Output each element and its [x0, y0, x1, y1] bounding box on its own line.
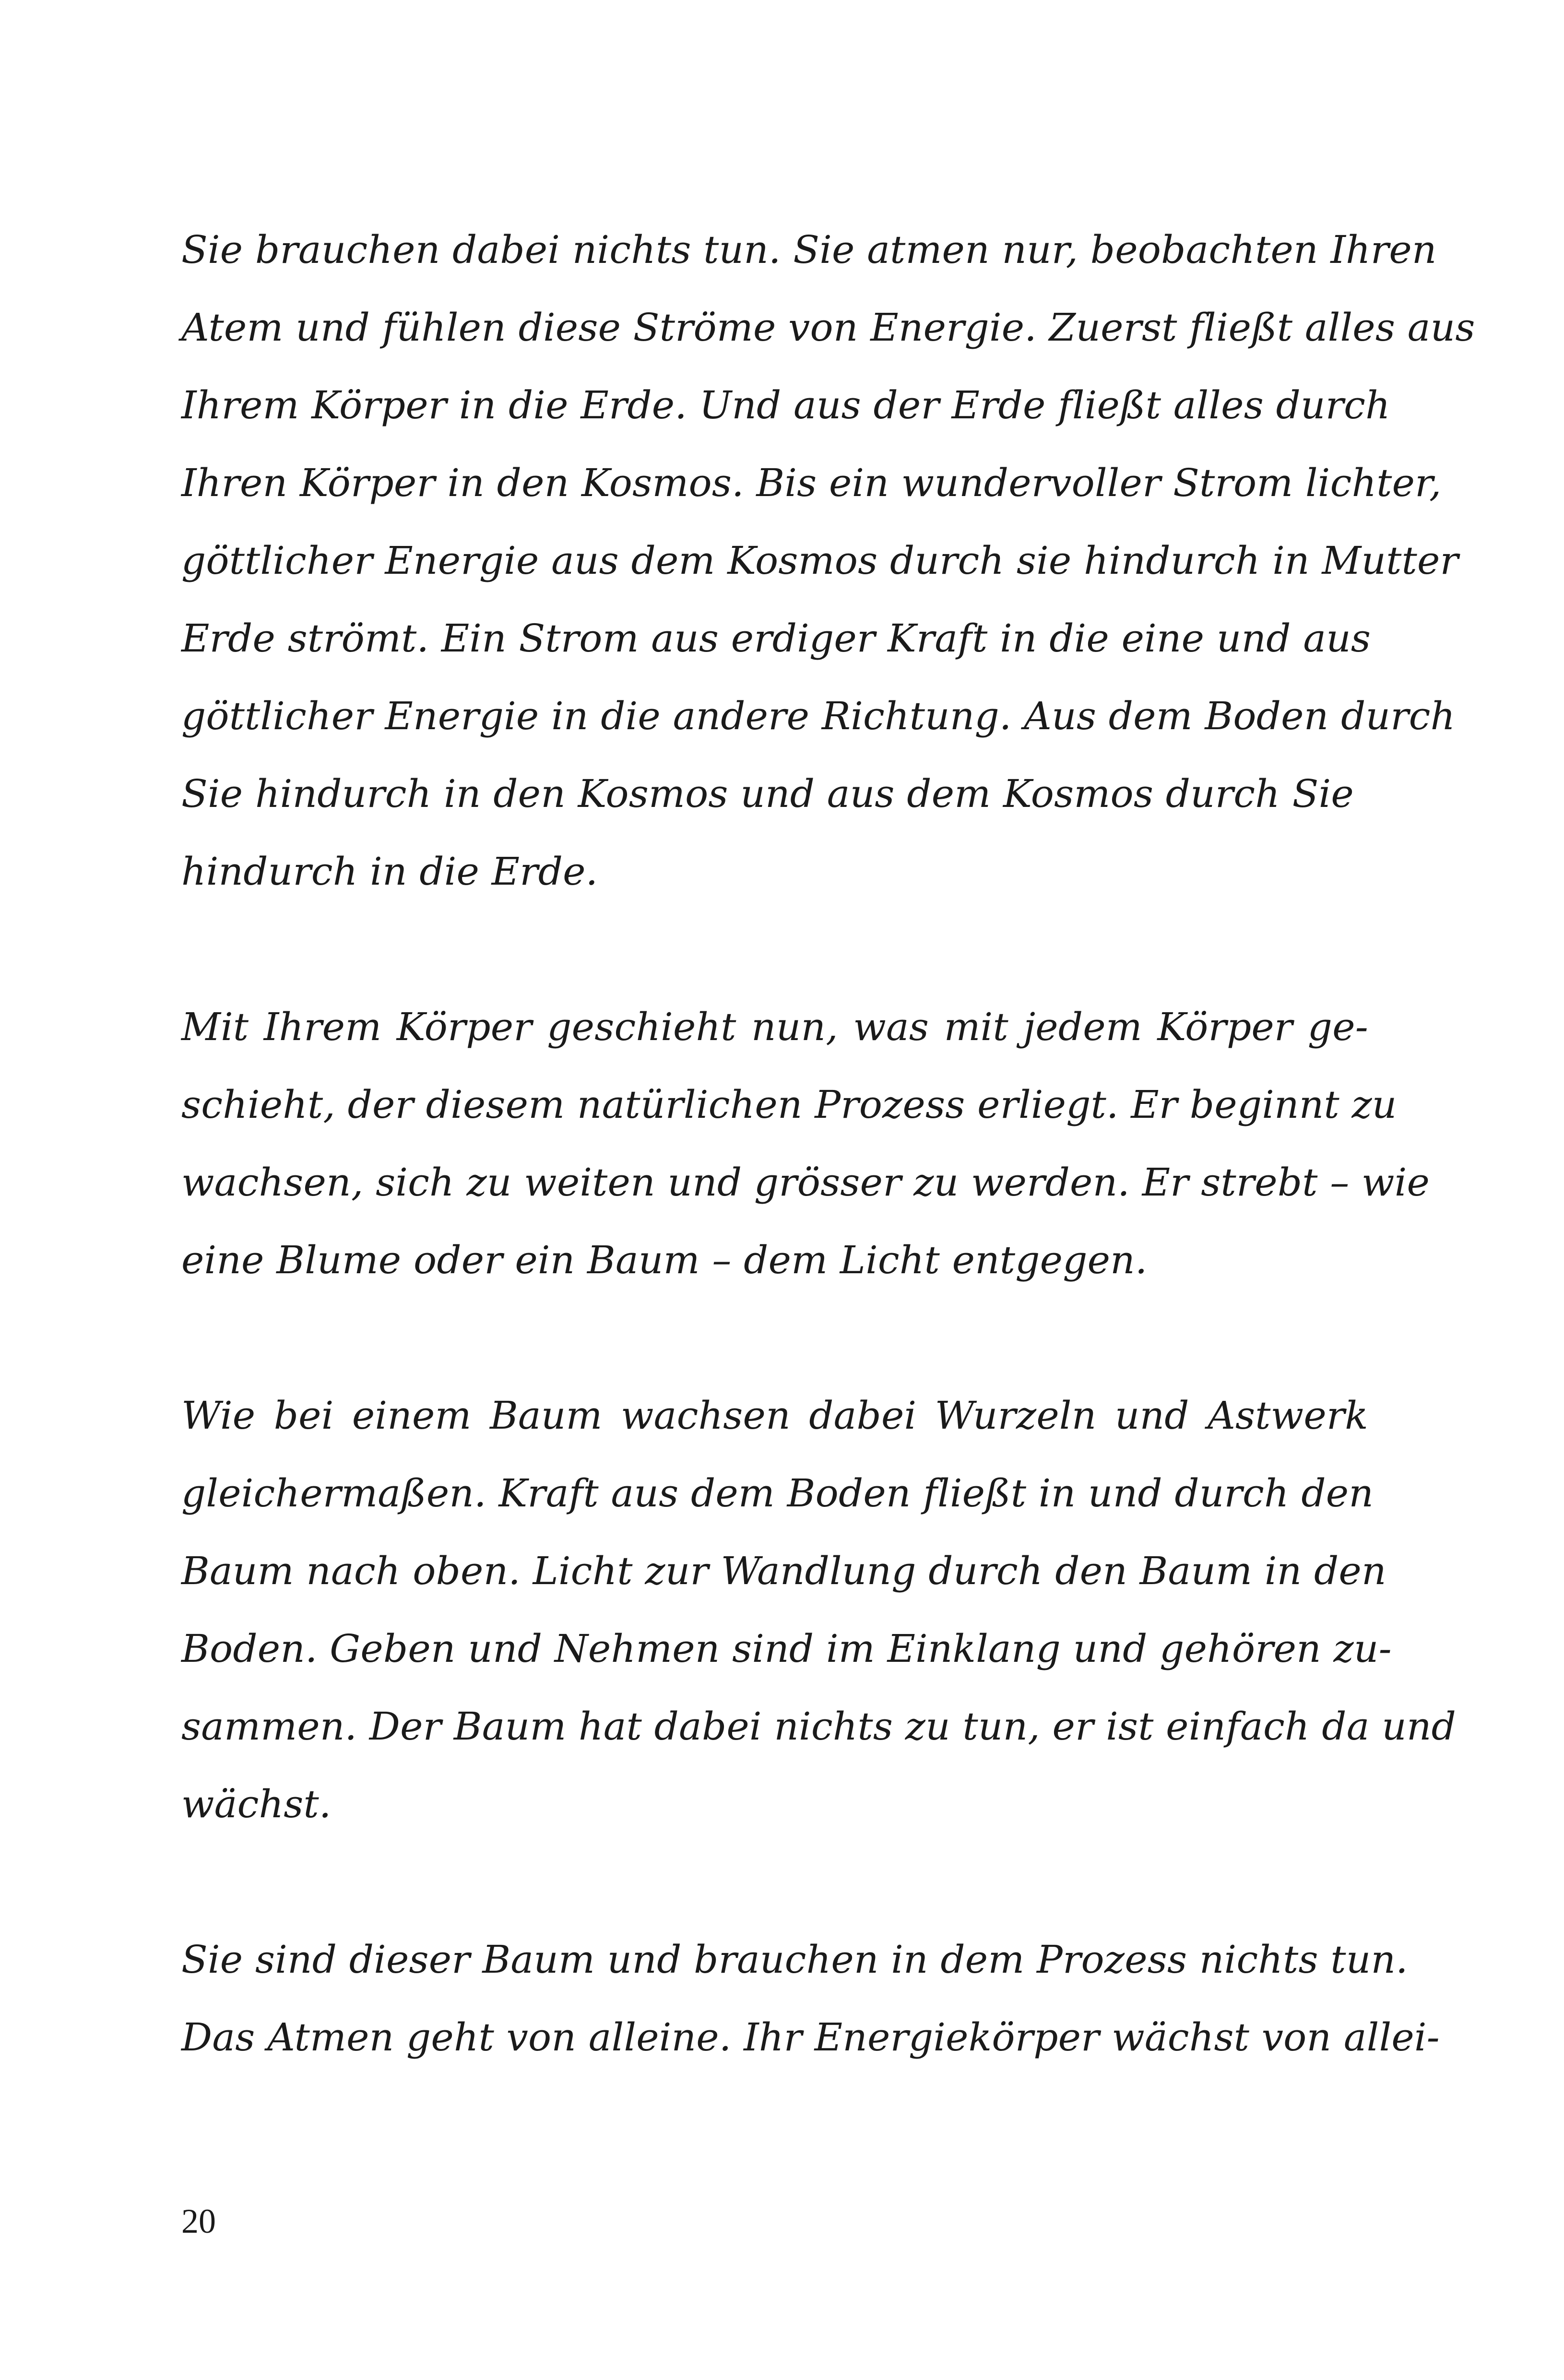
page-number: 20 [181, 2202, 216, 2240]
text-line: Sie sind dieser Baum und brauchen in dem Prozess nichts tun. [181, 1937, 1408, 1982]
paragraph-2 [181, 988, 1430, 1299]
text-line: Mit Ihrem Körper geschieht nun, was mit jedem Körper ge- [181, 1005, 1368, 1049]
text-line: wachsen, sich zu weiten und grösser zu werden. Er strebt – wie [181, 1160, 1430, 1205]
text-line: Ihrem Körper in die Erde. Und aus der Erde fließt alles durch [181, 383, 1390, 427]
text-line: hindurch in die Erde. [181, 849, 598, 894]
text-line: schieht, der diesem natürlichen Prozess erliegt. Er beginnt zu [181, 1082, 1397, 1127]
body-text [181, 211, 1475, 2076]
text-line: Baum nach oben. Licht zur Wandlung durch den Baum in den [181, 1549, 1386, 1593]
paragraph-4 [181, 1921, 1440, 2076]
text-line: Atem und fühlen diese Ströme von Energie. Zuerst fließt alles aus [181, 305, 1475, 350]
text-line: Boden. Geben und Nehmen sind im Einklang und gehören zu- [181, 1626, 1392, 1671]
text-line: eine Blume oder ein Baum – dem Licht entgegen. [181, 1238, 1148, 1282]
text-line: Ihren Körper in den Kosmos. Bis ein wundervoller Strom lichter, [181, 461, 1442, 505]
text-line: Sie hindurch in den Kosmos und aus dem Kosmos durch Sie [181, 771, 1354, 816]
text-line: göttlicher Energie aus dem Kosmos durch sie hindurch in Mutter [181, 538, 1458, 583]
text-line: Das Atmen geht von alleine. Ihr Energiekörper wächst von allei- [181, 2015, 1440, 2060]
text-line: Wie bei einem Baum wachsen dabei Wurzeln und Astwerk [181, 1393, 1368, 1438]
text-line: gleichermaßen. Kraft aus dem Boden fließt in und durch den [181, 1471, 1374, 1516]
paragraph-3 [181, 1377, 1457, 1843]
text-line: sammen. Der Baum hat dabei nichts zu tun, er ist einfach da und [181, 1704, 1457, 1749]
paragraph-1 [181, 211, 1475, 911]
text-line: Sie brauchen dabei nichts tun. Sie atmen nur, beobachten Ihren [181, 227, 1437, 272]
text-line: wächst. [181, 1782, 332, 1826]
text-line: göttlicher Energie in die andere Richtung. Aus dem Boden durch [181, 694, 1456, 738]
text-line: Erde strömt. Ein Strom aus erdiger Kraft in die eine und aus [181, 616, 1371, 661]
